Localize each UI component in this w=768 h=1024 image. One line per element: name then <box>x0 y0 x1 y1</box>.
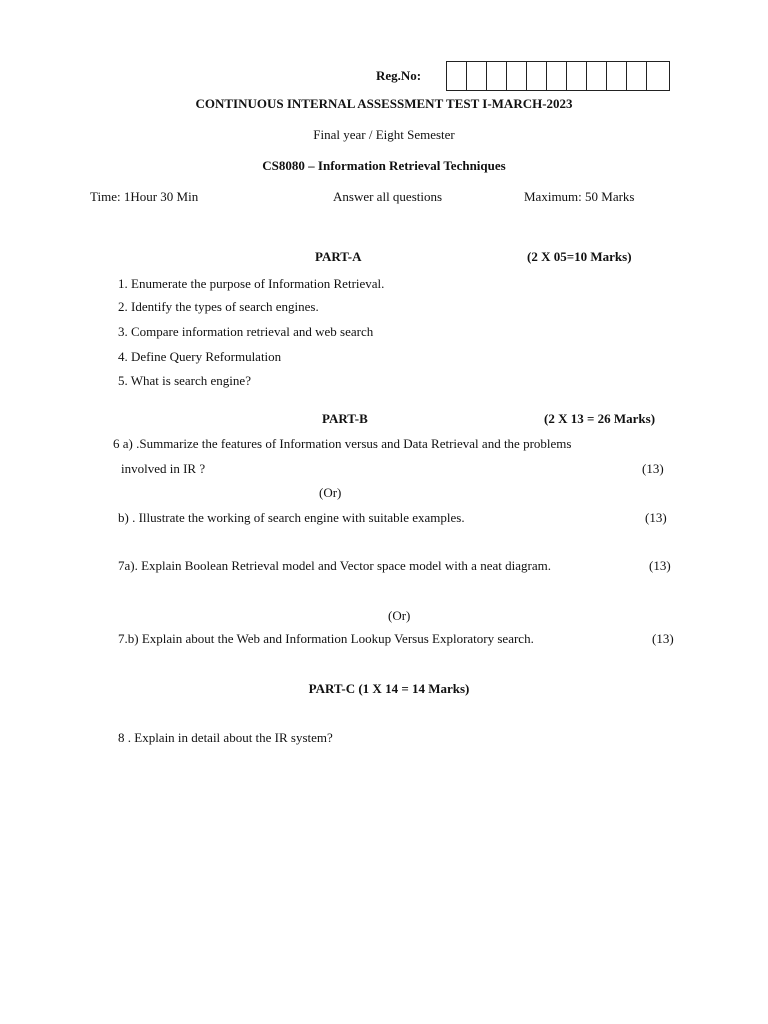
question-6a-cont: involved in IR ? <box>121 461 206 476</box>
question-7b-marks: (13) <box>652 631 674 646</box>
or-separator: (Or) <box>388 608 411 623</box>
question-1: 1. Enumerate the purpose of Information Retrieval. <box>118 276 385 291</box>
question-7a: 7a). Explain Boolean Retrieval model and Vector space model with a neat diagram. <box>118 558 551 573</box>
question-2: 2. Identify the types of search engines. <box>118 299 319 314</box>
question-3: 3. Compare information retrieval and web search <box>118 324 374 339</box>
part-a-marks: (2 X 05=10 Marks) <box>527 249 632 264</box>
part-a-heading: PART-A <box>315 249 362 264</box>
question-8: 8 . Explain in detail about the IR system? <box>118 730 333 745</box>
year-semester: Final year / Eight Semester <box>313 127 455 142</box>
reg-no-box[interactable] <box>567 62 587 90</box>
question-4: 4. Define Query Reformulation <box>118 349 282 364</box>
reg-no-label: Reg.No: <box>376 68 422 83</box>
max-marks: Maximum: 50 Marks <box>524 189 635 204</box>
question-5: 5. What is search engine? <box>118 373 251 388</box>
exam-duration: Time: 1Hour 30 Min <box>90 189 199 204</box>
reg-no-box[interactable] <box>487 62 507 90</box>
question-7a-marks: (13) <box>649 558 671 573</box>
question-6a: 6 a) .Summarize the features of Information versus and Data Retrieval and the problems <box>113 436 572 451</box>
reg-no-box[interactable] <box>527 62 547 90</box>
part-b-marks: (2 X 13 = 26 Marks) <box>544 411 656 426</box>
or-separator: (Or) <box>319 485 342 500</box>
question-6b-marks: (13) <box>645 510 667 525</box>
reg-no-box[interactable] <box>447 62 467 90</box>
reg-no-box[interactable] <box>627 62 647 90</box>
part-b-heading: PART-B <box>322 411 368 426</box>
reg-no-box[interactable] <box>607 62 627 90</box>
reg-no-box[interactable] <box>547 62 567 90</box>
reg-no-box[interactable] <box>507 62 527 90</box>
course-title: CS8080 – Information Retrieval Techniques <box>262 158 506 173</box>
question-6b: b) . Illustrate the working of search engine with suitable examples. <box>118 510 465 525</box>
reg-no-box[interactable] <box>467 62 487 90</box>
reg-no-boxes[interactable] <box>446 61 670 91</box>
reg-no-box[interactable] <box>587 62 607 90</box>
question-7b: 7.b) Explain about the Web and Information Lookup Versus Exploratory search. <box>118 631 534 646</box>
exam-title: CONTINUOUS INTERNAL ASSESSMENT TEST I-MARCH-2023 <box>195 96 573 111</box>
question-6a-marks: (13) <box>642 461 664 476</box>
exam-instruction: Answer all questions <box>333 189 443 204</box>
reg-no-box[interactable] <box>647 62 669 90</box>
part-c-heading: PART-C (1 X 14 = 14 Marks) <box>308 681 470 696</box>
